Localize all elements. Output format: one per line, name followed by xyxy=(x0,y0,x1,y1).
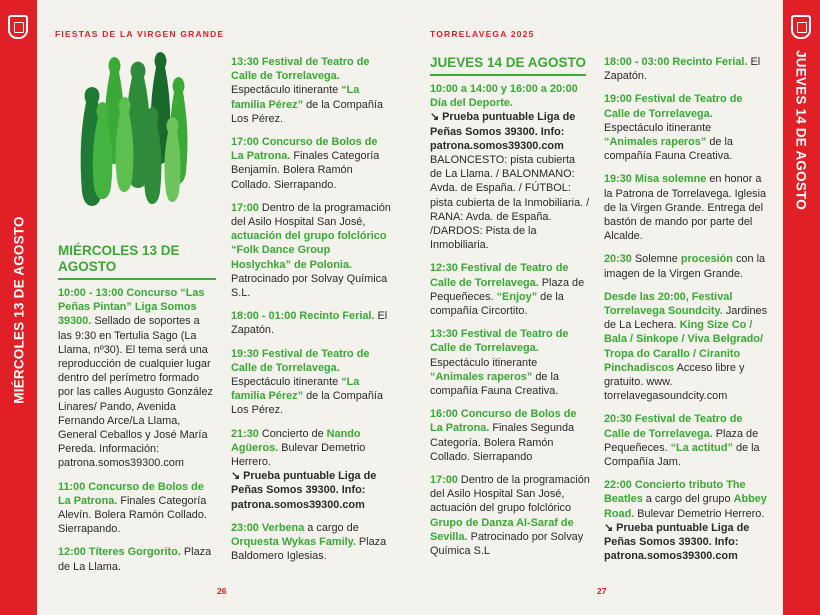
event-item: 20:30 Festival de Teatro de Calle de Torrelavega. Plaza de Pequeñeces. “La actitud” de la Compañía Jam. xyxy=(604,413,760,469)
event-item: 17:00 Concurso de Bolos de La Patrona. Finales Categoría Benjamín. Bolera Ramón Collado. Sierrapando. xyxy=(231,136,380,191)
event-item: 17:00 Dentro de la programación del Asilo Hospital San José, actuación del grupo folclórico “Folk Dance Group Hoslychka” de Polonia. Patrocinado por Solvay Química S.L. xyxy=(231,201,391,300)
event-item: 22:00 Concierto tributo The Beatles a cargo del grupo Abbey Road. Bulevar Demetrio Herrero. ↘ Prueba puntuable Liga de Peñas Somos 39300. Info: patrona.somos39300.com xyxy=(604,479,767,563)
schedule-column-1 xyxy=(58,243,216,583)
right-side-band xyxy=(783,0,820,615)
right-vertical-date: JUEVES 14 DE AGOSTO xyxy=(793,50,809,210)
event-item: 13:30 Festival de Teatro de Calle de Torrelavega. Espectáculo itinerante “La familia Pérez” de la Compañía Los Pérez. xyxy=(231,56,383,125)
header-right: TORRELAVEGA 2025 xyxy=(430,29,535,39)
day-title: JUEVES 14 DE AGOSTO xyxy=(430,55,586,76)
event-item: 20:30 Solemne procesión con la imagen de la Virgen Grande. xyxy=(604,253,766,280)
left-side-band xyxy=(0,0,37,615)
city-crest-icon xyxy=(791,15,811,39)
schedule-column-2 xyxy=(231,55,391,573)
event-item: 19:30 Festival de Teatro de Calle de Torrelavega. Espectáculo itinerante “La familia Pérez” de la Compañía Los Pérez. xyxy=(231,347,383,417)
bowling-pin-icon xyxy=(81,52,188,206)
event-item: 19:30 Misa solemne en honor a la Patrona de Torrelavega. Iglesia de la Virgen Grande. Entrega del bastón de mando por parte del Alcalde. xyxy=(604,173,767,243)
event-item: Desde las 20:00, Festival Torrelavega Soundcity. Jardines de La Lechera. King Size Co / Bala / Sinkope / Viva Belgrado/ Tropa do Carallo / Ciranito Pinchadiscos Acceso libre y gratuito. www. torrelavegasoundcity.com xyxy=(604,290,768,403)
event-item: 19:00 Festival de Teatro de Calle de Torrelavega. Espectáculo itinerante “Animales raperos” de la compañía Fauna Creativa. xyxy=(604,93,743,163)
event-item: 21:30 Concierto de Nando Agüeros. Bulevar Demetrio Herrero. ↘ Prueba puntuable Liga de Peñas Somos 39300. Info: patrona.somos39300.com xyxy=(231,427,377,511)
event-item: 12:00 Títeres Gorgorito. Plaza de La Llama. xyxy=(58,546,212,573)
event-item: 23:00 Verbena a cargo de Orquesta Wykas Family. Plaza Baldomero Iglesias. xyxy=(231,521,387,563)
event-item: 13:30 Festival de Teatro de Calle de Torrelavega. Espectáculo itinerante “Animales raperos” de la compañía Fauna Creativa. xyxy=(430,328,569,398)
schedule-column-4 xyxy=(604,55,768,573)
schedule-column-3 xyxy=(430,55,590,567)
event-item: 18:00 - 03:00 Recinto Ferial. El Zapatón. xyxy=(604,56,761,83)
event-item: 12:30 Festival de Teatro de Calle de Torrelavega. Plaza de Pequeñeces. “Enjoy” de la compañía Circortito. xyxy=(430,262,585,318)
day-title: MIÉRCOLES 13 DE AGOSTO xyxy=(58,243,216,280)
event-item: 11:00 Concurso de Bolos de La Patrona. Finales Categoría Alevín. Bolera Ramón Collado. Sierrapando. xyxy=(58,480,207,536)
event-item: 18:00 - 01:00 Recinto Ferial. El Zapatón. xyxy=(231,310,388,337)
event-item: 17:00 Dentro de la programación del Asilo Hospital San José, actuación del grupo folclórico Grupo de Danza Al-Saraf de Sevilla. Patrocinado por Solvay Química S.L xyxy=(430,474,590,558)
page-number-left: 26 xyxy=(217,586,227,596)
page-number-right: 27 xyxy=(597,586,607,596)
bowling-pins-illustration xyxy=(70,50,200,220)
header-left: FIESTAS DE LA VIRGEN GRANDE xyxy=(55,29,225,39)
event-item: 16:00 Concurso de Bolos de La Patrona. Finales Segunda Categoría. Bolera Ramón Collado. Sierrapando xyxy=(430,408,577,463)
city-crest-icon xyxy=(8,15,28,39)
event-item: 10:00 a 14:00 y 16:00 a 20:00 Día del Deporte. ↘ Prueba puntuable Liga de Peñas Somos 39300. Info: patrona.somos39300.com BALONCESTO: pista cubierta de La Llama. / BALONMANO: Avda. de España. / FÚTBOL: pista cubierta de la Inmobiliaria. / RANA: Avda. de España. /DARDOS: Pista de la Inmobiliaria. xyxy=(430,83,590,252)
event-item: 10:00 - 13:00 Concurso “Las Peñas Pintan” Liga Somos 39300. Sellado de soportes a las 9:30 en Tertulia Sago (La Llama, nº30). El tema será una reproducción de cualquier lugar dentro del perímetro formado por las calles Augusto González Linares/ Pando, Avenida Fernando Arce/La Llama, General Ceballos y José María Pereda. Información: patrona.somos39300.com xyxy=(58,287,213,470)
left-vertical-date: MIÉRCOLES 13 DE AGOSTO xyxy=(11,216,27,404)
